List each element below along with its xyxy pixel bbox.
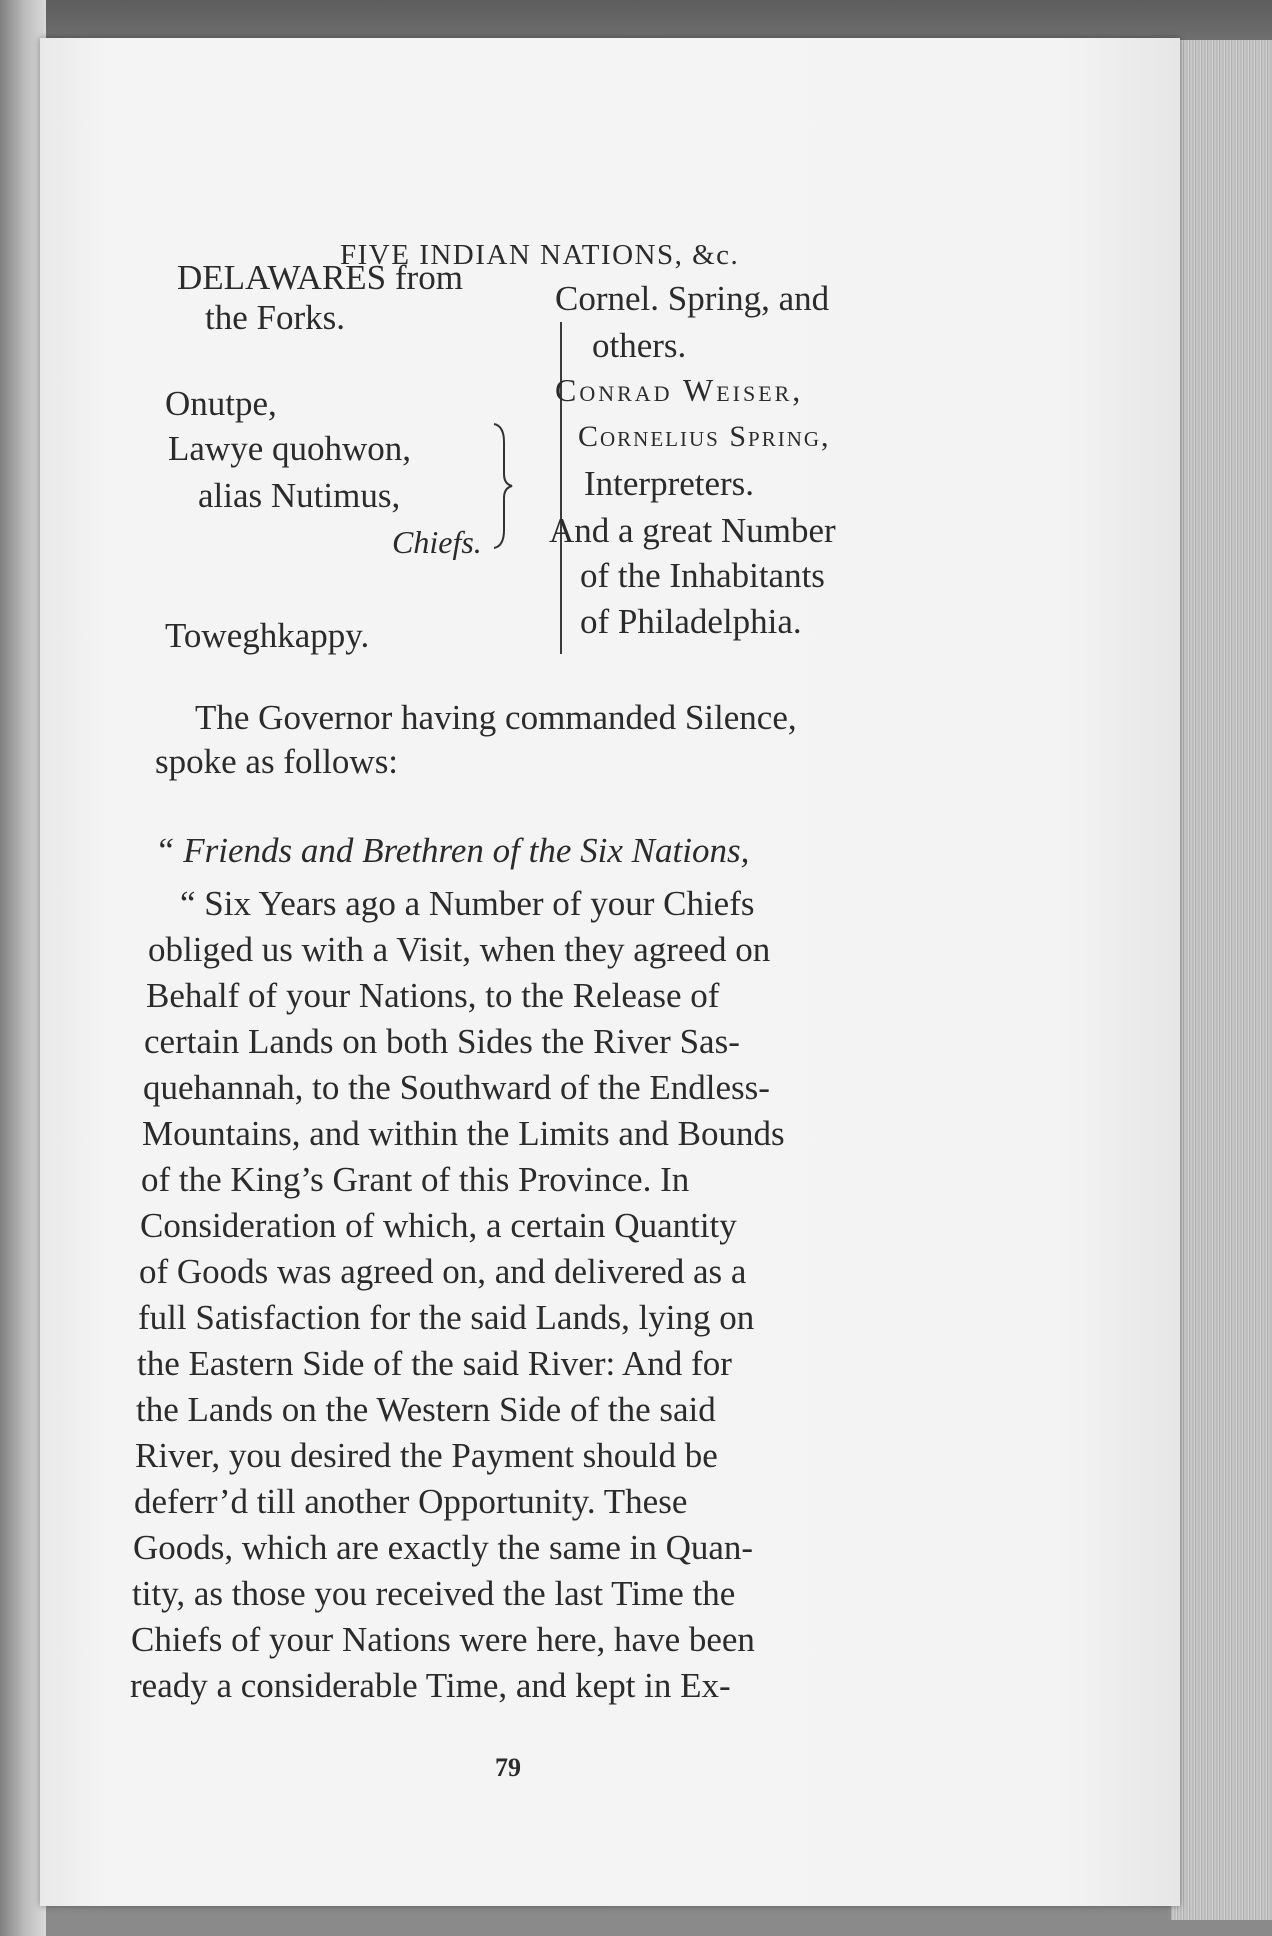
speech-line: the Eastern Side of the said River: And for bbox=[137, 1344, 732, 1383]
speech-line: of Goods was agreed on, and delivered as a bbox=[139, 1252, 747, 1291]
interpreter-name: Cornelius Spring, bbox=[578, 420, 831, 453]
speech-line: certain Lands on both Sides the River Sas- bbox=[144, 1022, 740, 1061]
speech-line: full Satisfaction for the said Lands, lying on bbox=[138, 1298, 755, 1337]
extra-name: Toweghkappy. bbox=[165, 616, 370, 655]
speech-line: Mountains, and within the Limits and Bounds bbox=[142, 1114, 785, 1153]
intro-line: The Governor having commanded Silence, bbox=[195, 698, 797, 737]
speech-line: Behalf of your Nations, to the Release of bbox=[146, 976, 720, 1015]
book-page bbox=[40, 38, 1180, 1906]
salutation: “ Friends and Brethren of the Six Nations, bbox=[155, 831, 750, 870]
chief-name: alias Nutimus, bbox=[198, 476, 401, 515]
running-head: FIVE INDIAN NATIONS, &c. bbox=[340, 239, 740, 271]
right-line8: of Philadelphia. bbox=[580, 602, 802, 641]
speech-line: quehannah, to the Southward of the Endless- bbox=[143, 1068, 770, 1107]
intro-line: spoke as follows: bbox=[155, 742, 399, 781]
speech-line: ready a considerable Time, and kept in Ex- bbox=[130, 1666, 731, 1705]
speech-line: tity, as those you received the last Time the bbox=[132, 1574, 736, 1613]
speech-line: Chiefs of your Nations were here, have been bbox=[131, 1620, 755, 1659]
interpreter-name: Conrad Weiser, bbox=[555, 372, 804, 408]
left-heading-line1: DELAWARES from bbox=[177, 258, 463, 297]
right-line2: others. bbox=[592, 326, 687, 365]
speech-line: Goods, which are exactly the same in Quan- bbox=[133, 1528, 754, 1567]
chief-name: Lawye quohwon, bbox=[168, 429, 412, 468]
page-number: 79 bbox=[495, 1753, 521, 1782]
right-line6: And a great Number bbox=[549, 511, 836, 550]
interpreters-label: Interpreters. bbox=[584, 464, 755, 503]
speech-line: the Lands on the Western Side of the said bbox=[136, 1390, 716, 1429]
speech-line: deferr’d till another Opportunity. These bbox=[134, 1482, 688, 1521]
speech-line: Consideration of which, a certain Quantity bbox=[140, 1206, 737, 1245]
speech-line: obliged us with a Visit, when they agreed on bbox=[148, 930, 771, 969]
chiefs-label: Chiefs. bbox=[392, 524, 482, 560]
page-block-edges bbox=[1168, 40, 1272, 1920]
curly-brace-icon bbox=[490, 422, 514, 550]
speech-line: River, you desired the Payment should be bbox=[135, 1436, 718, 1475]
speech-line: of the King’s Grant of this Province. In bbox=[141, 1160, 690, 1199]
chief-name: Onutpe, bbox=[165, 384, 277, 423]
right-line7: of the Inhabitants bbox=[580, 556, 825, 595]
left-heading-line2: the Forks. bbox=[205, 298, 345, 337]
speech-line: “ Six Years ago a Number of your Chiefs bbox=[180, 884, 755, 923]
right-line1: Cornel. Spring, and bbox=[555, 279, 830, 318]
